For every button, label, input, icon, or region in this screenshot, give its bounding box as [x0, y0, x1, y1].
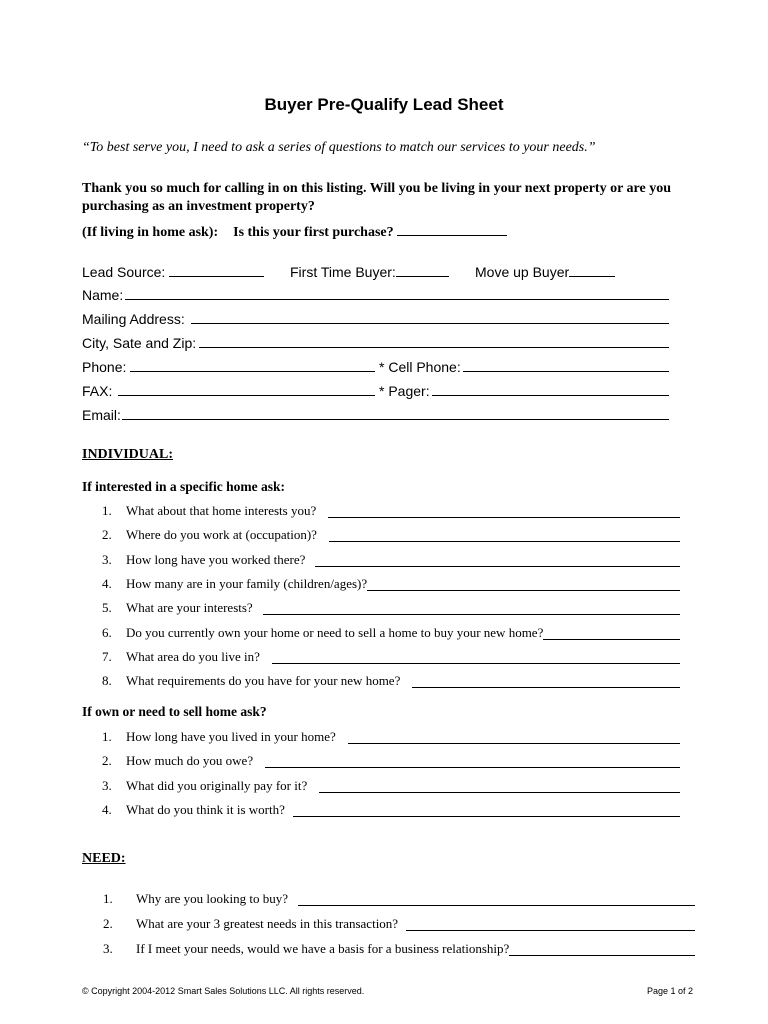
mailing-address-field[interactable]: [191, 323, 669, 324]
page-title: Buyer Pre-Qualify Lead Sheet: [264, 95, 504, 114]
question-number: 1.: [102, 729, 112, 744]
email-field[interactable]: [122, 419, 669, 420]
question-number: 7.: [102, 648, 112, 664]
question-text: What did you originally pay for it?: [126, 777, 308, 793]
answer-line[interactable]: [263, 614, 680, 615]
question-text: What are your 3 greatest needs in this transaction?: [136, 916, 399, 931]
move-up-buyer-field[interactable]: [569, 262, 615, 277]
question-text: What requirements do you have for your new home?: [126, 673, 401, 689]
first-purchase-field[interactable]: [397, 221, 507, 236]
answer-line[interactable]: [543, 639, 680, 640]
cell-phone-label: * Cell Phone:: [379, 359, 461, 375]
city-state-zip-label: City, Sate and Zip:: [82, 335, 197, 351]
individual-heading: INDIVIDUAL:: [82, 447, 174, 462]
name-field[interactable]: [125, 299, 669, 300]
move-up-buyer-label: Move up Buyer: [475, 264, 570, 280]
question-number: 3.: [102, 777, 112, 793]
living-prompt-question: Is this your first purchase?: [233, 225, 394, 240]
answer-line[interactable]: [293, 816, 680, 817]
mailing-address-label: Mailing Address:: [82, 311, 185, 327]
opening-line-2: purchasing as an investment property?: [82, 199, 315, 214]
pager-field[interactable]: [432, 395, 669, 396]
fax-label: FAX:: [82, 383, 113, 399]
question-number: 4.: [102, 575, 112, 591]
answer-line[interactable]: [319, 792, 680, 793]
question-number: 1.: [103, 891, 113, 906]
question-number: 8.: [102, 673, 112, 689]
first-time-buyer-label: First Time Buyer:: [290, 264, 396, 280]
answer-line[interactable]: [329, 541, 680, 542]
question-number: 1.: [102, 503, 112, 518]
question-number: 3.: [103, 941, 113, 956]
sell-home-heading: If own or need to sell home ask?: [82, 704, 267, 719]
answer-line[interactable]: [412, 687, 680, 688]
question-text: How much do you owe?: [126, 753, 254, 769]
question-number: 2.: [102, 527, 112, 543]
name-label: Name:: [82, 287, 124, 303]
question-text: Where do you work at (occupation)?: [126, 527, 317, 543]
answer-line[interactable]: [406, 930, 695, 931]
question-text: How long have you worked there?: [126, 551, 306, 567]
answer-line[interactable]: [298, 905, 695, 906]
city-state-zip-field[interactable]: [199, 347, 669, 348]
answer-line[interactable]: [272, 663, 680, 664]
question-text: What about that home interests you?: [126, 503, 317, 518]
need-heading: NEED:: [82, 851, 126, 866]
footer-copyright: © Copyright 2004-2012 Smart Sales Solutions LLC. All rights reserved.: [82, 986, 365, 996]
answer-line[interactable]: [509, 955, 695, 956]
footer-page-number: Page 1 of 2: [647, 986, 694, 996]
first-time-buyer-row: [290, 262, 449, 280]
pager-label: * Pager:: [379, 383, 430, 399]
phone-label: Phone:: [82, 359, 127, 375]
living-prompt: [82, 221, 507, 241]
question-text: Why are you looking to buy?: [136, 891, 288, 906]
answer-line[interactable]: [315, 566, 680, 567]
first-time-buyer-field[interactable]: [396, 262, 449, 277]
lead-source-field[interactable]: [169, 262, 264, 277]
opening-line-1: Thank you so much for calling in on this listing. Will you be living in your next property or are you: [82, 181, 672, 196]
answer-line[interactable]: [265, 767, 680, 768]
question-number: 3.: [102, 551, 112, 567]
question-number: 2.: [103, 916, 113, 931]
lead-source-row: [82, 262, 264, 280]
question-number: 4.: [102, 801, 112, 817]
question-text: What area do you live in?: [126, 648, 260, 664]
specific-home-heading: If interested in a specific home ask:: [82, 479, 285, 494]
question-number: 6.: [102, 624, 112, 640]
question-text: Do you currently own your home or need to sell a home to buy your new home?: [126, 624, 544, 640]
question-text: If I meet your needs, would we have a basis for a business relationship?: [136, 941, 510, 956]
question-text: What do you think it is worth?: [126, 801, 285, 817]
intro-quote: “To best serve you, I need to ask a series of questions to match our services to your needs.”: [82, 140, 596, 155]
question-text: How long have you lived in your home?: [126, 729, 336, 744]
answer-line[interactable]: [348, 743, 680, 744]
email-label: Email:: [82, 407, 121, 423]
question-number: 5.: [102, 600, 112, 616]
answer-line[interactable]: [328, 517, 680, 518]
living-prompt-label: (If living in home ask):: [82, 225, 219, 240]
phone-field[interactable]: [130, 371, 375, 372]
lead-source-label: Lead Source:: [82, 264, 166, 280]
answer-line[interactable]: [367, 590, 680, 591]
cell-phone-field[interactable]: [463, 371, 669, 372]
question-number: 2.: [102, 753, 112, 769]
move-up-buyer-row: [475, 262, 615, 280]
question-text: What are your interests?: [126, 600, 253, 616]
fax-field[interactable]: [118, 395, 375, 396]
question-text: How many are in your family (children/ages)?: [126, 575, 368, 591]
